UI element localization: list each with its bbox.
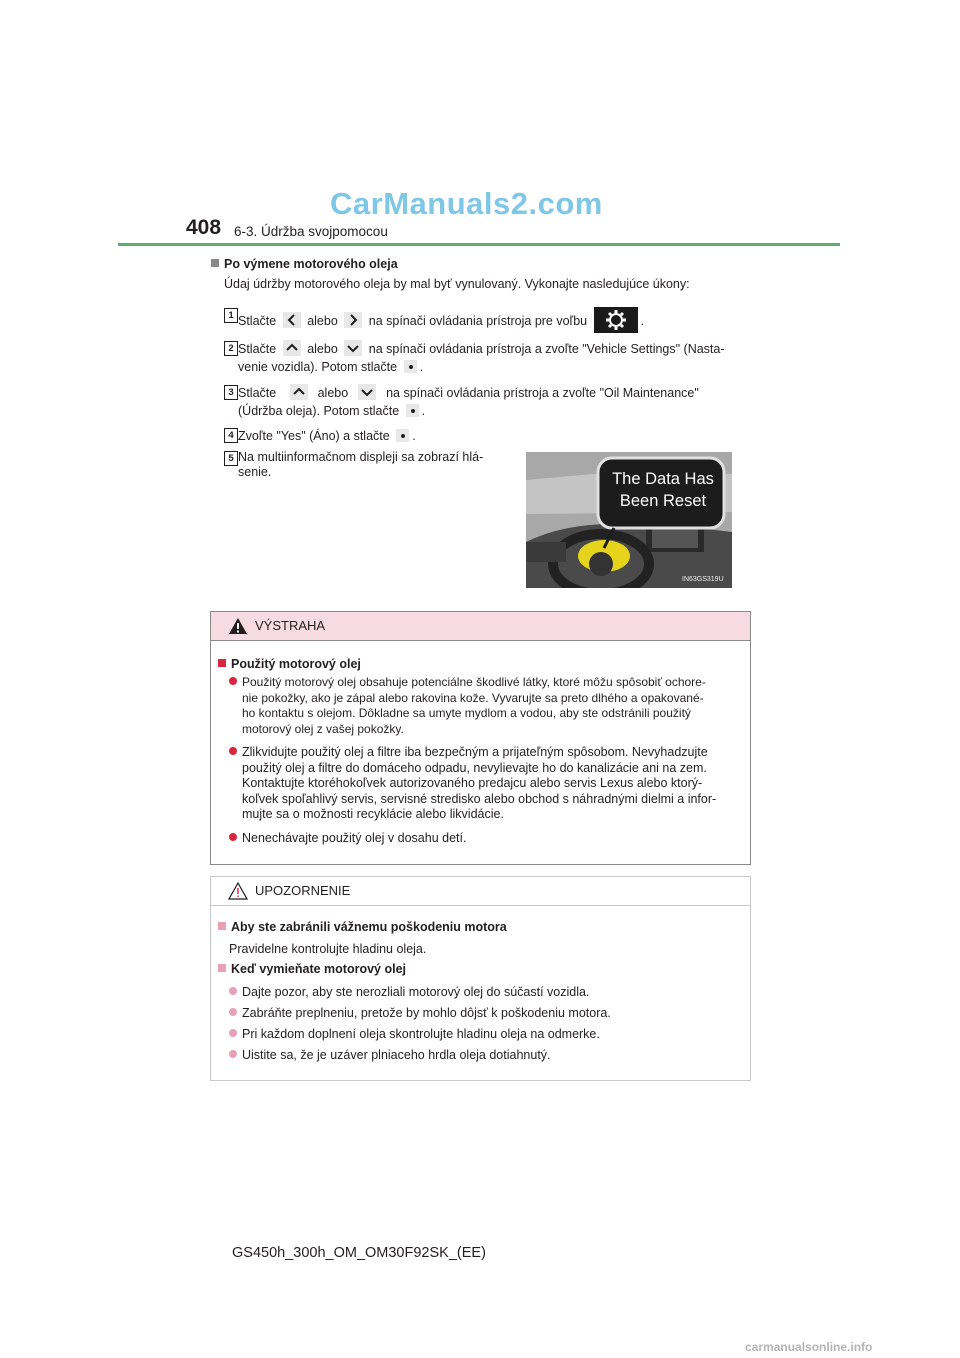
display-message: The Data Has Been Reset	[612, 470, 714, 510]
notice-header	[211, 877, 750, 906]
footer-watermark: carmanualsonline.info	[745, 1340, 873, 1354]
bullet-dot-icon	[229, 747, 237, 755]
subsection-intro: Údaj údržby motorového oleja by mal byť vynulovaný. Vykonajte nasledujúce úkony:	[224, 277, 690, 291]
step-4-text: Zvoľte "Yes" (Áno) a stlačte .	[238, 429, 416, 443]
ok-button-icon	[404, 360, 417, 373]
step-1-text: Stlačte alebo na spínači ovládania prístroja pre voľbu .	[238, 307, 644, 333]
notice-heading: Aby ste zabránili vážnemu poškodeniu motora	[218, 920, 507, 934]
down-arrow-button-icon	[344, 340, 362, 356]
square-bullet-icon	[218, 659, 226, 667]
warning-bullet: Zlikvidujte použitý olej a filtre iba bezpečným a prijateľným spôsobom. Nevyhadzujte použitý olej a filtre do domáceho odpadu, nevylievajte ho do kanalizácie ani na zem. Kontaktujte ktoréhokoľvek autorizovaného predajcu alebo servis Lexus alebo ktorý- koľvek spoľahlivý servis, servisné stredisko alebo obchod s náhradnými dielmi a infor- mujte sa o možnosti recyklácie alebo likvidácie.	[229, 745, 749, 823]
notice-box	[210, 876, 751, 1081]
bullet-dot-icon	[229, 677, 237, 685]
warning-heading: Použitý motorový olej	[218, 657, 361, 671]
notice-bullet: Zabráňte preplneniu, pretože by mohlo dôjsť k poškodeniu motora.	[229, 1004, 611, 1022]
square-bullet-icon	[218, 922, 226, 930]
square-bullet-icon	[218, 964, 226, 972]
step-number: 1	[224, 308, 238, 323]
notice-bullet: Pri každom doplnení oleja skontrolujte hladinu oleja na odmerke.	[229, 1025, 600, 1043]
bullet-dot-icon	[229, 833, 237, 841]
step-number: 5	[224, 451, 238, 466]
square-bullet-icon	[211, 259, 219, 267]
step-2-text: Stlačte alebo na spínači ovládania prístroja a zvoľte "Vehicle Settings" (Nasta- venie vozidla). Potom stlačte .	[238, 342, 725, 374]
down-arrow-button-icon	[358, 384, 376, 400]
watermark-logo: CarManuals2.com	[330, 186, 603, 221]
warning-header	[211, 612, 750, 641]
gear-icon	[594, 307, 638, 333]
step-3-text: Stlačte alebo na spínači ovládania prístroja a zvoľte "Oil Maintenance" (Údržba oleja). Potom stlačte .	[238, 386, 699, 418]
bullet-dot-icon	[229, 1050, 237, 1058]
warning-title: VÝSTRAHA	[255, 618, 326, 633]
bullet-dot-icon	[229, 1008, 237, 1016]
up-arrow-button-icon	[290, 384, 308, 400]
notice-bullet: Dajte pozor, aby ste nerozliali motorový olej do súčastí vozidla.	[229, 983, 589, 1001]
bullet-dot-icon	[229, 987, 237, 995]
step-number: 4	[224, 428, 238, 443]
photo-code: IN63GS319U	[682, 576, 724, 583]
notice-title: UPOZORNENIE	[255, 883, 351, 898]
left-arrow-button-icon	[283, 312, 301, 328]
warning-bullet: Použitý motorový olej obsahuje potenciálne škodlivé látky, ktoré môžu spôsobiť ochore- nie pokožky, ako je zápal alebo rakovina kože. Vyvarujte sa preto dlhého a opakované- ho kontaktu s olejom. Dôkladne sa umyte mydlom a vodou, aby ste odstránili použitý motorový olej z vašej pokožky.	[229, 675, 745, 737]
up-arrow-button-icon	[283, 340, 301, 356]
header-rule	[118, 243, 840, 246]
warning-triangle-icon	[228, 617, 248, 635]
footer-model-code: GS450h_300h_OM_OM30F92SK_(EE)	[232, 1245, 486, 1261]
notice-text: Pravidelne kontrolujte hladinu oleja.	[229, 942, 427, 956]
bullet-dot-icon	[229, 1029, 237, 1037]
section-title: 6-3. Údržba svojpomocou	[234, 224, 388, 239]
warning-box	[210, 611, 751, 865]
ok-button-icon	[406, 404, 419, 417]
notice-heading: Keď vymieňate motorový olej	[218, 962, 406, 976]
caution-triangle-icon	[228, 882, 248, 900]
right-arrow-button-icon	[344, 312, 362, 328]
step-number: 3	[224, 385, 238, 400]
step-number: 2	[224, 341, 238, 356]
notice-bullet: Uistite sa, že je uzáver plniaceho hrdla oleja dotiahnutý.	[229, 1046, 551, 1064]
ok-button-icon	[396, 429, 409, 442]
subsection-heading: Po výmene motorového oleja	[211, 257, 398, 271]
step-5-text: Na multiinformačnom displeji sa zobrazí hlá- senie.	[238, 450, 484, 479]
page-number: 408	[186, 216, 222, 239]
warning-bullet: Nenechávajte použitý olej v dosahu detí.	[229, 831, 466, 845]
